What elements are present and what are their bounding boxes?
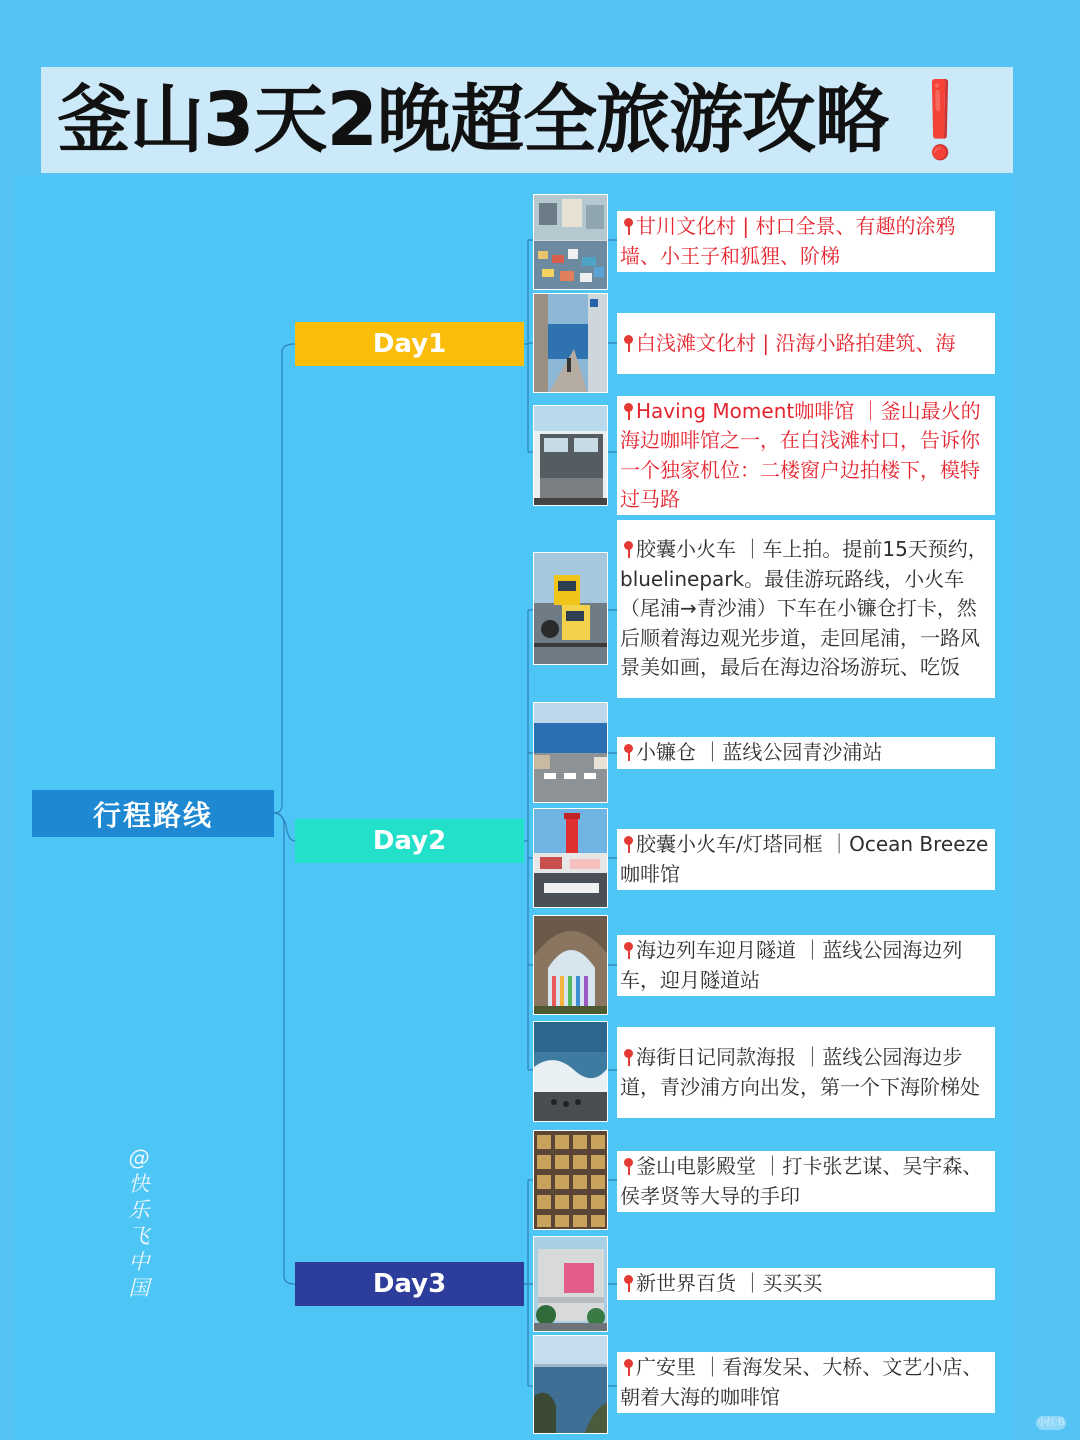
crossing-sea-photo bbox=[533, 702, 608, 803]
spot-text: 海边列车迎月隧道 ｜蓝线公园海边列车，迎月隧道站 bbox=[620, 938, 963, 992]
spot-text: 甘川文化村 | 村口全景、有趣的涂鸦墙、小王子和狐狸、阶梯 bbox=[620, 214, 956, 268]
location-pin-icon bbox=[624, 1275, 633, 1284]
spot-card-little-kamakura[interactable] bbox=[617, 737, 995, 769]
capsule-train-photo bbox=[533, 552, 608, 665]
location-pin-icon bbox=[624, 403, 633, 412]
department-store-photo bbox=[533, 1236, 608, 1332]
spot-text: 胶囊小火车 ｜车上拍。提前15天预约，bluelinepark。最佳游玩路线，小火车（尾浦→青沙浦）下车在小镰仓打卡，然后顺着海边观光步道，走回尾浦，一路风景美如画，最后在海边浴场游玩、吃饭 bbox=[620, 537, 988, 680]
location-pin-icon bbox=[624, 1158, 633, 1167]
root-to-day1-line bbox=[274, 344, 295, 813]
spot-card-cinema-center[interactable] bbox=[617, 1151, 995, 1212]
tunnel-photo bbox=[533, 915, 608, 1015]
title-text: 釜山3天2晚超全旅游攻略 bbox=[57, 77, 888, 163]
spot-text: 白浅滩文化村 | 沿海小路拍建筑、海 bbox=[636, 330, 956, 355]
location-pin-icon bbox=[624, 1049, 633, 1058]
day2-branch-line bbox=[524, 610, 533, 1070]
location-pin-icon bbox=[624, 335, 633, 344]
lighthouse-photo bbox=[533, 808, 608, 908]
spot-card-having-moment[interactable] bbox=[617, 396, 995, 515]
spot-text: 海街日记同款海报 ｜蓝线公园海边步道，青沙浦方向出发，第一个下海阶梯处 bbox=[620, 1045, 980, 1099]
spot-card-tunnel[interactable] bbox=[617, 935, 995, 996]
day3-branch-line bbox=[524, 1180, 533, 1386]
spot-text: 小镰仓 ｜蓝线公园青沙浦站 bbox=[636, 740, 883, 765]
spot-card-poster[interactable] bbox=[617, 1027, 995, 1118]
root-to-day3-line bbox=[274, 813, 295, 1284]
waves-beach-photo bbox=[533, 1021, 608, 1122]
spot-card-shinsegae[interactable] bbox=[617, 1268, 995, 1300]
author-watermark: @快乐飞中国 bbox=[128, 1146, 150, 1300]
location-pin-icon bbox=[624, 744, 633, 753]
spot-card-huinnyeoul[interactable] bbox=[617, 313, 995, 374]
coast-view-photo bbox=[533, 1335, 608, 1434]
spot-text: Having Moment咖啡馆 ｜釜山最火的海边咖啡馆之一，在白浅滩村口，告诉你一个独家机位：二楼窗户边拍楼下，模特过马路 bbox=[620, 398, 981, 511]
hillside-village-photo bbox=[533, 194, 608, 290]
location-pin-icon bbox=[624, 541, 633, 550]
spot-text: 广安里 ｜看海发呆、大桥、文艺小店、朝着大海的咖啡馆 bbox=[620, 1355, 983, 1409]
spot-card-capsule-train[interactable] bbox=[617, 520, 995, 698]
exclamation-icon: ❗ bbox=[893, 77, 986, 163]
root-node[interactable]: 行程路线 bbox=[32, 790, 274, 837]
seaside-path-photo bbox=[533, 293, 608, 393]
day1-node[interactable]: Day1 bbox=[295, 322, 524, 366]
spot-card-lighthouse[interactable] bbox=[617, 829, 995, 890]
location-pin-icon bbox=[624, 942, 633, 951]
spot-text: 胶囊小火车/灯塔同框 ｜Ocean Breeze咖啡馆 bbox=[620, 832, 989, 886]
spot-card-gwangalli[interactable] bbox=[617, 1352, 995, 1413]
spot-text: 釜山电影殿堂 ｜打卡张艺谋、吴宇森、侯孝贤等大导的手印 bbox=[620, 1154, 983, 1208]
location-pin-icon bbox=[624, 218, 633, 227]
day2-node[interactable]: Day2 bbox=[295, 819, 524, 863]
location-pin-icon bbox=[624, 836, 633, 845]
location-pin-icon bbox=[624, 1359, 633, 1368]
spot-text: 新世界百货 ｜买买买 bbox=[636, 1271, 823, 1296]
cafe-building-photo bbox=[533, 405, 608, 506]
photo-to-card-lines bbox=[608, 240, 617, 1386]
day1-branch-line bbox=[524, 240, 533, 452]
day3-node[interactable]: Day3 bbox=[295, 1262, 524, 1306]
handprint-wall-photo bbox=[533, 1130, 608, 1230]
spot-card-gamcheon[interactable] bbox=[617, 211, 995, 272]
platform-badge: 小红书 bbox=[1037, 1418, 1065, 1428]
